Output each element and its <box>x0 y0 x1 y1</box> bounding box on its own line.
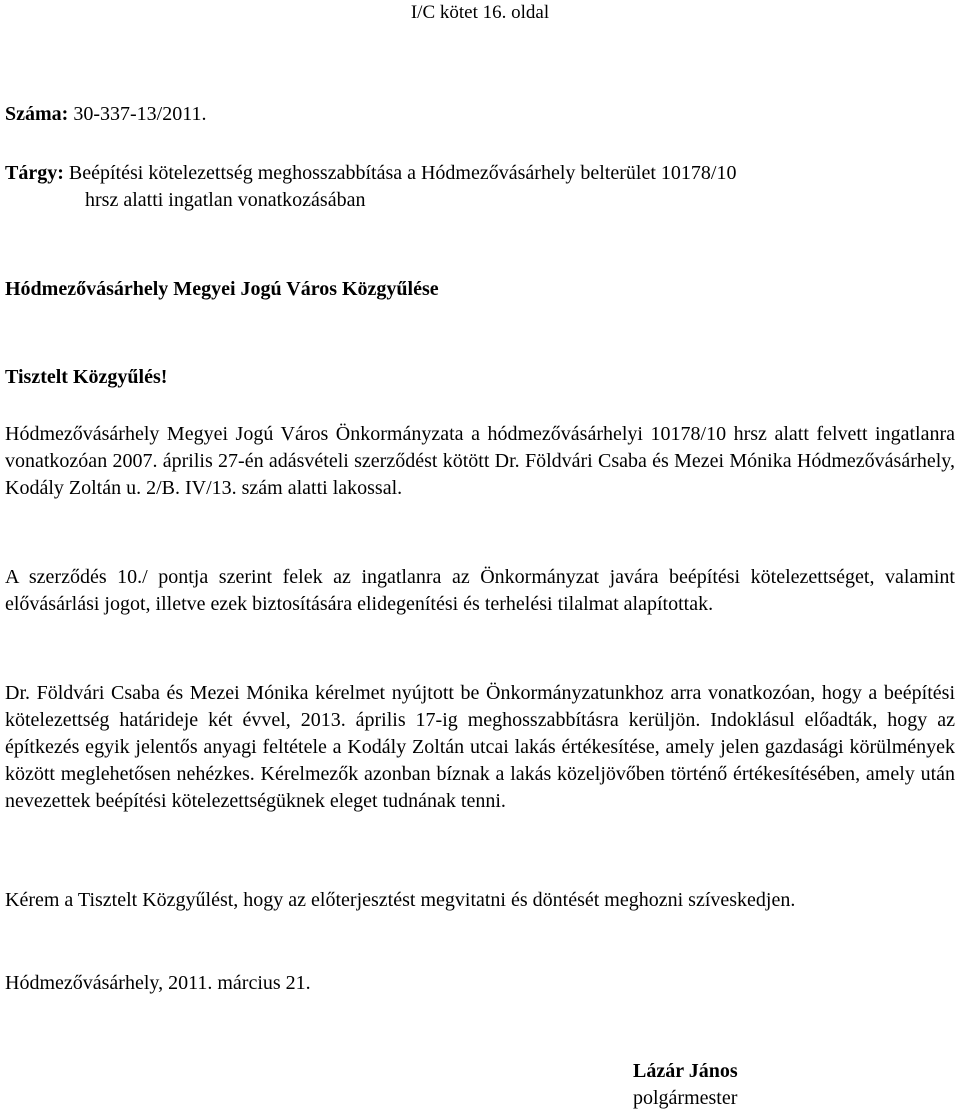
signature-title: polgármester <box>633 1087 738 1109</box>
subject-text-1: Beépítési kötelezettség meghosszabbítása a Hódmezővásárhely belterület 10178/10 <box>68 162 737 184</box>
place-date: Hódmezővásárhely, 2011. március 21. <box>5 972 311 994</box>
signature-name: Lázár János <box>633 1060 738 1082</box>
salutation: Tisztelt Közgyűlés! <box>5 366 168 388</box>
number-value: 30-337-13/2011. <box>73 103 207 125</box>
subject-text-2: hrsz alatti ingatlan vonatkozásában <box>85 189 366 211</box>
signature-block <box>633 1058 833 1112</box>
addressee: Hódmezővásárhely Megyei Jogú Város Közgyűlése <box>5 278 439 300</box>
paragraph-1: Hódmezővásárhely Megyei Jogú Város Önkormányzata a hódmezővásárhelyi 10178/10 hrsz alatt felvett ingatlanra vonatkozóan 2007. április 27-én adásvételi szerződést kötött Dr. Földvári Csaba és Mezei Mónika Hódmezővásárhely, Kodály Zoltán u. 2/B. IV/13. szám alatti lakossal. <box>5 423 955 499</box>
number-label: Száma: <box>5 103 69 125</box>
subject <box>5 160 955 214</box>
document-number <box>5 101 955 128</box>
paragraph-4: Kérem a Tisztelt Közgyűlést, hogy az előterjesztést megvitatni és döntését meghozni szíveskedjen. <box>5 889 796 911</box>
subject-label: Tárgy: <box>5 162 64 184</box>
paragraph-3: Dr. Földvári Csaba és Mezei Mónika kérelmet nyújtott be Önkormányzatunkhoz arra vonatkozóan, hogy a beépítési kötelezettség határideje két évvel, 2013. április 17-ig meghosszabbításra kerüljön. Indoklásul előadták, hogy az építkezés egyik jelentős anyagi feltétele a Kodály Zoltán utcai lakás értékesítése, amely jelen gazdasági körülmények között meglehetősen nehézkes. Kérelmezők azonban bíznak a lakás közeljövőben történő értékesítésében, amely után nevezettek beépítési kötelezettségüknek eleget tudnának tenni. <box>5 682 955 812</box>
page-header: I/C kötet 16. oldal <box>410 2 550 23</box>
subject-line-1 <box>5 160 955 187</box>
paragraph-2: A szerződés 10./ pontja szerint felek az ingatlanra az Önkormányzat javára beépítési kötelezettséget, valamint elővásárlási jogot, illetve ezek biztosítására elidegenítési és terhelési tilalmat alapítottak. <box>5 566 955 615</box>
